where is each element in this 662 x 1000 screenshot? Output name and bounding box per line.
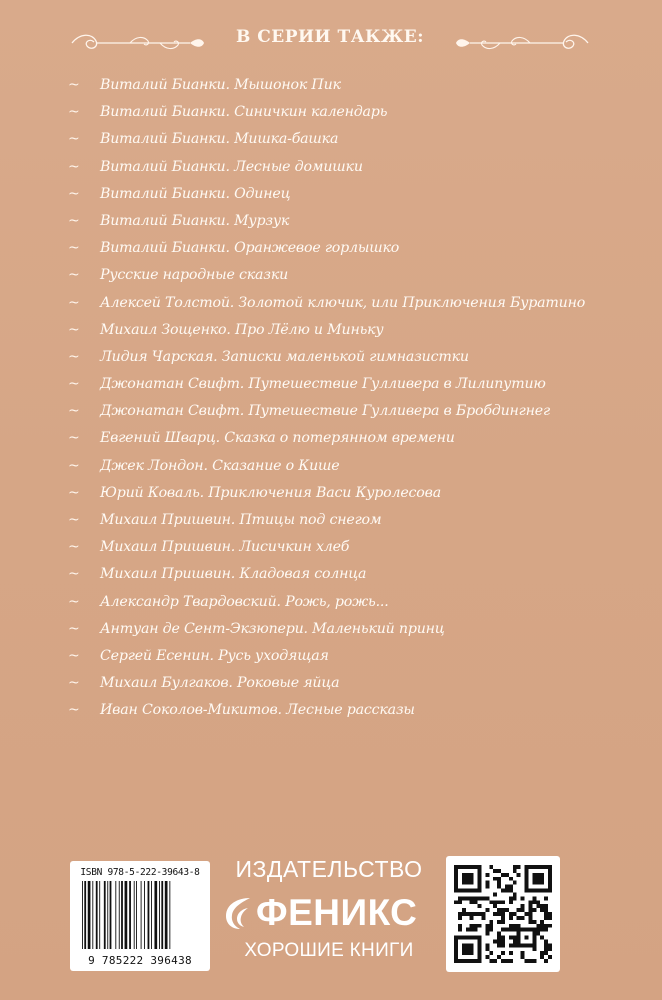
- book-title: Виталий Бианки. Мышонок Пик: [100, 77, 341, 93]
- book-item: [68, 589, 628, 616]
- book-title: Евгений Шварц. Сказка о потерянном времени: [100, 430, 455, 447]
- qr-code-icon: [454, 865, 552, 963]
- list-marker: ~: [68, 457, 80, 474]
- list-marker: ~: [68, 321, 80, 338]
- list-marker: ~: [68, 240, 80, 257]
- book-item: [68, 235, 628, 262]
- book-item: [68, 534, 628, 561]
- barcode-digits: 9 785222 396438: [88, 954, 192, 967]
- book-title: Александр Твардовский. Рожь, рожь...: [100, 593, 389, 610]
- book-item: [68, 643, 628, 670]
- publisher-brand: [214, 890, 444, 936]
- publisher-slogan: ХОРОШИЕ КНИГИ: [244, 940, 414, 961]
- book-title: Юрий Коваль. Приключения Васи Куролесова: [100, 484, 441, 501]
- book-item: [68, 99, 628, 126]
- list-marker: ~: [68, 77, 80, 93]
- book-title: Джек Лондон. Сказание о Кише: [100, 457, 340, 474]
- list-marker: ~: [68, 675, 80, 692]
- list-marker: ~: [68, 620, 80, 637]
- book-item: [68, 208, 628, 235]
- list-marker: ~: [68, 403, 80, 420]
- book-title: Джонатан Свифт. Путешествие Гулливера в Бробдингнег: [100, 403, 550, 420]
- book-title: Виталий Бианки. Синичкин календарь: [100, 104, 388, 121]
- book-title: Михаил Пришвин. Кладовая солнца: [100, 566, 367, 583]
- list-marker: ~: [68, 484, 80, 501]
- list-marker: ~: [68, 348, 80, 365]
- book-item: [68, 398, 628, 425]
- right-flourish-icon: [450, 28, 590, 58]
- book-title: Виталий Бианки. Мишка-башка: [100, 131, 339, 148]
- book-title: Алексей Толстой. Золотой ключик, или Приключения Буратино: [100, 294, 586, 311]
- qr-code[interactable]: [446, 856, 560, 972]
- book-title: Михаил Пришвин. Лисичкин хлеб: [100, 539, 350, 556]
- book-title: Виталий Бианки. Лесные домишки: [100, 158, 363, 175]
- book-item: [68, 290, 628, 317]
- book-item: [68, 72, 628, 99]
- series-header: [70, 24, 590, 64]
- book-item: [68, 126, 628, 153]
- list-marker: ~: [68, 647, 80, 664]
- isbn-text: ISBN 978-5-222-39643-8: [80, 867, 200, 878]
- book-title: Виталий Бианки. Мурзук: [100, 212, 290, 229]
- list-marker: ~: [68, 294, 80, 311]
- book-title: Джонатан Свифт. Путешествие Гулливера в Лилипутию: [100, 376, 546, 393]
- list-marker: ~: [68, 185, 80, 202]
- series-title: В СЕРИИ ТАКЖЕ:: [235, 27, 425, 47]
- book-title: Антуан де Сент-Экзюпери. Маленький принц: [100, 620, 445, 637]
- book-item: [68, 181, 628, 208]
- publisher-block: [214, 856, 444, 972]
- list-marker: ~: [68, 131, 80, 148]
- list-marker: ~: [68, 430, 80, 447]
- book-title: Виталий Бианки. Одинец: [100, 185, 291, 202]
- book-title: Виталий Бианки. Оранжевое горлышко: [100, 240, 400, 257]
- book-title: Русские народные сказки: [100, 267, 289, 284]
- book-title: Лидия Чарская. Записки маленькой гимназистки: [100, 348, 469, 365]
- list-marker: ~: [68, 593, 80, 610]
- book-item: [68, 507, 628, 534]
- book-title: Иван Соколов-Микитов. Лесные рассказы: [100, 702, 415, 719]
- book-item: [68, 154, 628, 181]
- book-item: [68, 262, 628, 289]
- book-title: Сергей Есенин. Русь уходящая: [100, 647, 329, 664]
- book-title: Михаил Зощенко. Про Лёлю и Миньку: [100, 321, 384, 338]
- publisher-label: ИЗДАТЕЛЬСТВО: [235, 856, 423, 882]
- book-item: [68, 670, 628, 697]
- book-item: [68, 561, 628, 588]
- publisher-name: ФЕНИКС: [256, 892, 418, 933]
- list-marker: ~: [68, 104, 80, 121]
- book-item: [68, 480, 628, 507]
- barcode-bars-icon: [80, 881, 200, 949]
- book-item: [68, 616, 628, 643]
- book-list: [68, 72, 628, 725]
- book-title: Михаил Пришвин. Птицы под снегом: [100, 512, 382, 528]
- list-marker: ~: [68, 158, 80, 175]
- book-item: [68, 344, 628, 371]
- book-item: [68, 453, 628, 480]
- list-marker: ~: [68, 702, 80, 719]
- list-marker: ~: [68, 512, 80, 528]
- list-marker: ~: [68, 539, 80, 556]
- book-title: Михаил Булгаков. Роковые яйца: [100, 675, 340, 692]
- list-marker: ~: [68, 212, 80, 229]
- book-item: [68, 697, 628, 724]
- book-item: [68, 425, 628, 452]
- phoenix-logo-icon: [220, 894, 254, 932]
- barcode-block: [70, 861, 210, 971]
- book-item: [68, 317, 628, 344]
- book-item: [68, 371, 628, 398]
- list-marker: ~: [68, 376, 80, 393]
- list-marker: ~: [68, 566, 80, 583]
- list-marker: ~: [68, 267, 80, 284]
